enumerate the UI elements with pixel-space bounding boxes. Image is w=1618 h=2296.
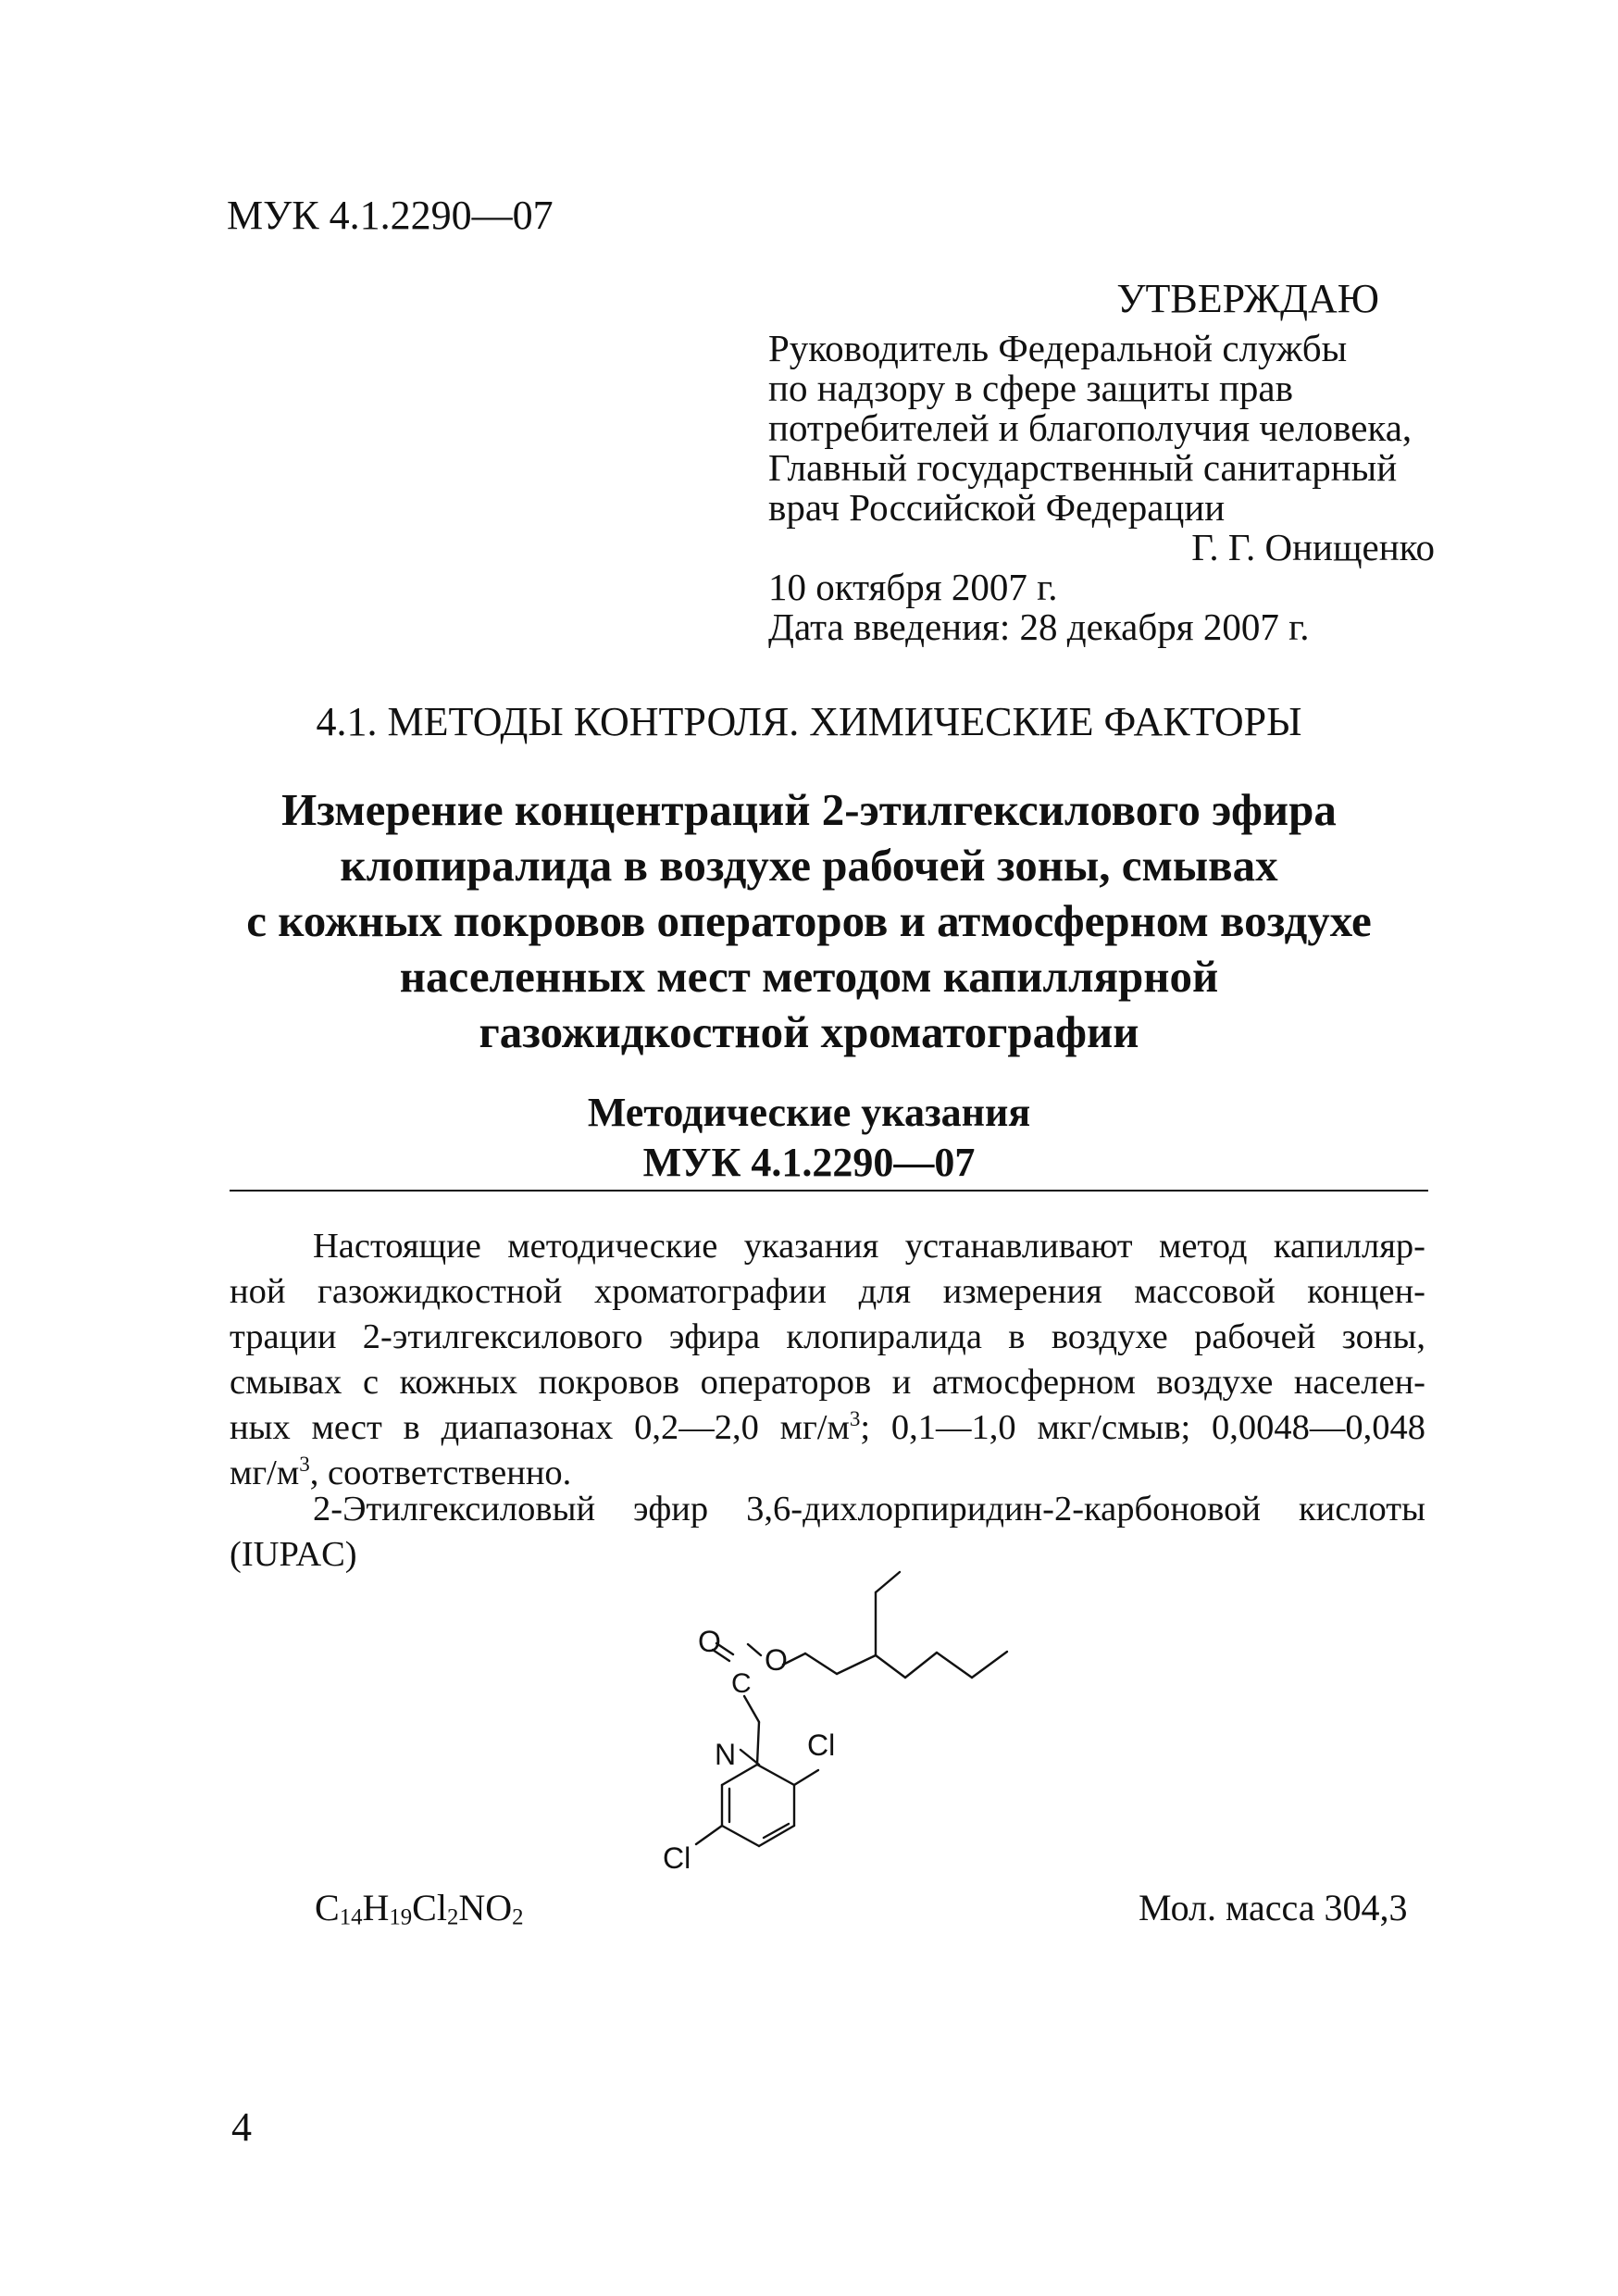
- oxygen-label: O: [698, 1625, 721, 1658]
- molecular-mass: Мол. масса 304,3: [1139, 1887, 1408, 1928]
- ethyl-bond: [876, 1572, 900, 1592]
- approval-block: [768, 273, 1435, 647]
- title-line: газожидкостной хроматографии: [479, 1006, 1139, 1057]
- title-line: с кожных покровов операторов и атмосферном воздухе: [246, 895, 1372, 946]
- iupac-name: 2-Этилгексиловый эфир 3,6-дихлорпиридин-2-карбоновой кислоты: [313, 1490, 1425, 1529]
- nitrogen-label: N: [715, 1738, 737, 1771]
- chain-bond: [876, 1655, 905, 1678]
- element-symbol: H: [362, 1887, 390, 1928]
- title-line: населенных мест методом капиллярной: [399, 951, 1219, 1002]
- unit-text: мг/м: [230, 1454, 300, 1492]
- ester-bond: [748, 1644, 761, 1655]
- atom-count: 2: [512, 1904, 524, 1930]
- paragraph-line: Настоящие методические указания устанавливают метод капилляр-: [313, 1227, 1425, 1266]
- chlorine-label: Cl: [663, 1841, 691, 1875]
- paragraph-end-text: , соответственно.: [309, 1454, 572, 1492]
- approval-line: Главный государственный санитарный: [768, 446, 1398, 489]
- chlorine-label: Cl: [807, 1728, 836, 1762]
- range-text: ных мест в диапазонах 0,2—2,0 мг/м: [230, 1408, 850, 1447]
- chemical-structure: [611, 1546, 1046, 1898]
- document-subtitle: [0, 1088, 1618, 1188]
- molecular-formula: [315, 1884, 524, 1932]
- ring-bond: [757, 1765, 794, 1785]
- approval-heading: УТВЕРЖДАЮ: [1116, 276, 1379, 321]
- horizontal-rule: [230, 1190, 1428, 1192]
- section-heading: 4.1. МЕТОДЫ КОНТРОЛЯ. ХИМИЧЕСКИЕ ФАКТОРЫ: [316, 699, 1302, 744]
- approval-line: потребителей и благополучия человека,: [768, 406, 1413, 449]
- ring-bond: [759, 1826, 794, 1846]
- approval-line: врач Российской Федерации: [768, 486, 1226, 529]
- title-line: Измерение концентраций 2-этилгексилового эфира: [281, 784, 1337, 835]
- chain-bond: [837, 1655, 876, 1674]
- subtitle-code: МУК 4.1.2290—07: [642, 1140, 976, 1185]
- paragraph-line: трации 2-этилгексилового эфира клопиралида в воздухе рабочей зоны,: [230, 1317, 1425, 1356]
- element-symbol: C: [315, 1887, 340, 1928]
- chain-bond: [805, 1653, 837, 1674]
- ring-bond: [757, 1722, 759, 1765]
- atom-count: 14: [339, 1904, 363, 1930]
- approval-signatory: Г. Г. Онищенко: [1191, 526, 1435, 568]
- chain-bond: [905, 1653, 937, 1678]
- document-code: МУК 4.1.2290—07: [227, 193, 554, 238]
- subtitle-line: Методические указания: [587, 1090, 1031, 1135]
- chain-bond: [937, 1653, 972, 1678]
- ring-bond: [722, 1826, 759, 1846]
- paragraph-line: ной газожидкостной хроматографии для измерения массовой концен-: [230, 1272, 1425, 1311]
- introduction-date: Дата введения: 28 декабря 2007 г.: [768, 605, 1310, 648]
- paragraph-line: смывах с кожных покровов операторов и атмосферном воздухе населен-: [230, 1363, 1425, 1402]
- carboxyl-bond: [744, 1696, 759, 1722]
- approval-line: по надзору в сфере защиты прав: [768, 367, 1293, 409]
- intro-paragraph: [230, 1224, 1425, 1496]
- atom-count: 19: [389, 1904, 413, 1930]
- element-symbol: O: [485, 1887, 513, 1928]
- range-text: ; 0,1—1,0 мкг/смыв; 0,0048—0,048: [860, 1408, 1425, 1447]
- chloro-bond: [794, 1770, 818, 1785]
- page-number: 4: [231, 2104, 252, 2150]
- ring-n-bond: [741, 1750, 759, 1765]
- superscript: 3: [849, 1406, 861, 1431]
- carbon-label: C: [731, 1668, 752, 1699]
- document-title: [0, 782, 1618, 1060]
- superscript: 3: [299, 1452, 310, 1477]
- element-symbol: Cl: [412, 1887, 447, 1928]
- approval-line: Руководитель Федеральной службы: [768, 327, 1348, 369]
- chloro-bond: [696, 1826, 722, 1844]
- iupac-label: (IUPAC): [230, 1535, 357, 1574]
- element-symbol: N: [458, 1887, 486, 1928]
- paragraph-line: [230, 1405, 1425, 1451]
- atom-count: 2: [446, 1904, 459, 1930]
- chain-bond: [972, 1652, 1007, 1678]
- oxygen-label: O: [765, 1643, 788, 1677]
- title-line: клопиралида в воздухе рабочей зоны, смывах: [340, 840, 1278, 891]
- approval-date: 10 октября 2007 г.: [768, 566, 1058, 608]
